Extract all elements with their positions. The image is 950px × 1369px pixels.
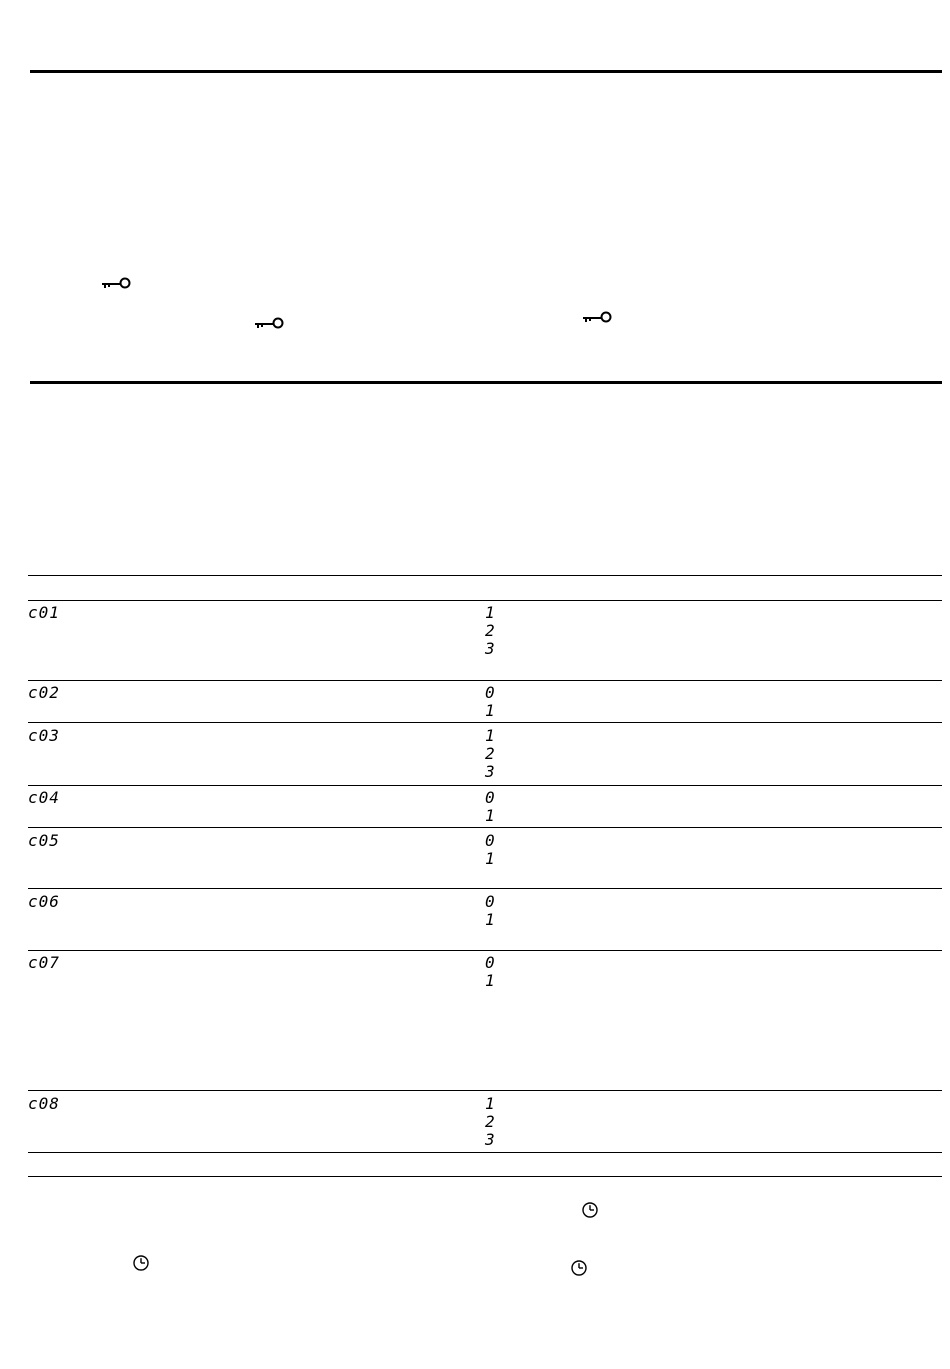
- clock-icon: [132, 1254, 150, 1272]
- setting-code: c07: [28, 953, 60, 972]
- setting-value: 0: [485, 892, 496, 911]
- setting-value: 2: [485, 1112, 496, 1131]
- setting-code: c05: [28, 831, 60, 850]
- clock-icon: [570, 1259, 588, 1277]
- setting-value: 1: [485, 603, 496, 622]
- key-icon: [582, 310, 614, 324]
- row-divider: [28, 680, 942, 681]
- row-divider: [28, 1152, 942, 1153]
- section-divider-top: [30, 70, 942, 73]
- setting-value: 0: [485, 788, 496, 807]
- setting-code: c03: [28, 726, 60, 745]
- key-icon: [254, 316, 286, 330]
- clock-icon: [581, 1201, 599, 1219]
- setting-value: 3: [485, 1130, 496, 1149]
- row-divider: [28, 1090, 942, 1091]
- setting-value: 2: [485, 621, 496, 640]
- row-divider: [28, 888, 942, 889]
- setting-value: 0: [485, 831, 496, 850]
- setting-code: c06: [28, 892, 60, 911]
- setting-value: 1: [485, 971, 496, 990]
- row-divider: [28, 827, 942, 828]
- section-divider-middle: [30, 381, 942, 384]
- key-icon: [101, 276, 133, 290]
- setting-value: 0: [485, 953, 496, 972]
- row-divider: [28, 950, 942, 951]
- setting-value: 1: [485, 726, 496, 745]
- setting-code: c02: [28, 683, 60, 702]
- setting-value: 3: [485, 639, 496, 658]
- setting-value: 2: [485, 744, 496, 763]
- table-header-rule: [28, 600, 942, 601]
- table-bottom-rule: [28, 1176, 942, 1177]
- row-divider: [28, 722, 942, 723]
- setting-value: 1: [485, 849, 496, 868]
- setting-value: 1: [485, 806, 496, 825]
- setting-value: 1: [485, 701, 496, 720]
- setting-value: 1: [485, 1094, 496, 1113]
- setting-value: 1: [485, 910, 496, 929]
- setting-code: c04: [28, 788, 60, 807]
- table-top-rule: [28, 575, 942, 576]
- setting-value: 3: [485, 762, 496, 781]
- setting-code: c08: [28, 1094, 60, 1113]
- setting-value: 0: [485, 683, 496, 702]
- row-divider: [28, 785, 942, 786]
- setting-code: c01: [28, 603, 60, 622]
